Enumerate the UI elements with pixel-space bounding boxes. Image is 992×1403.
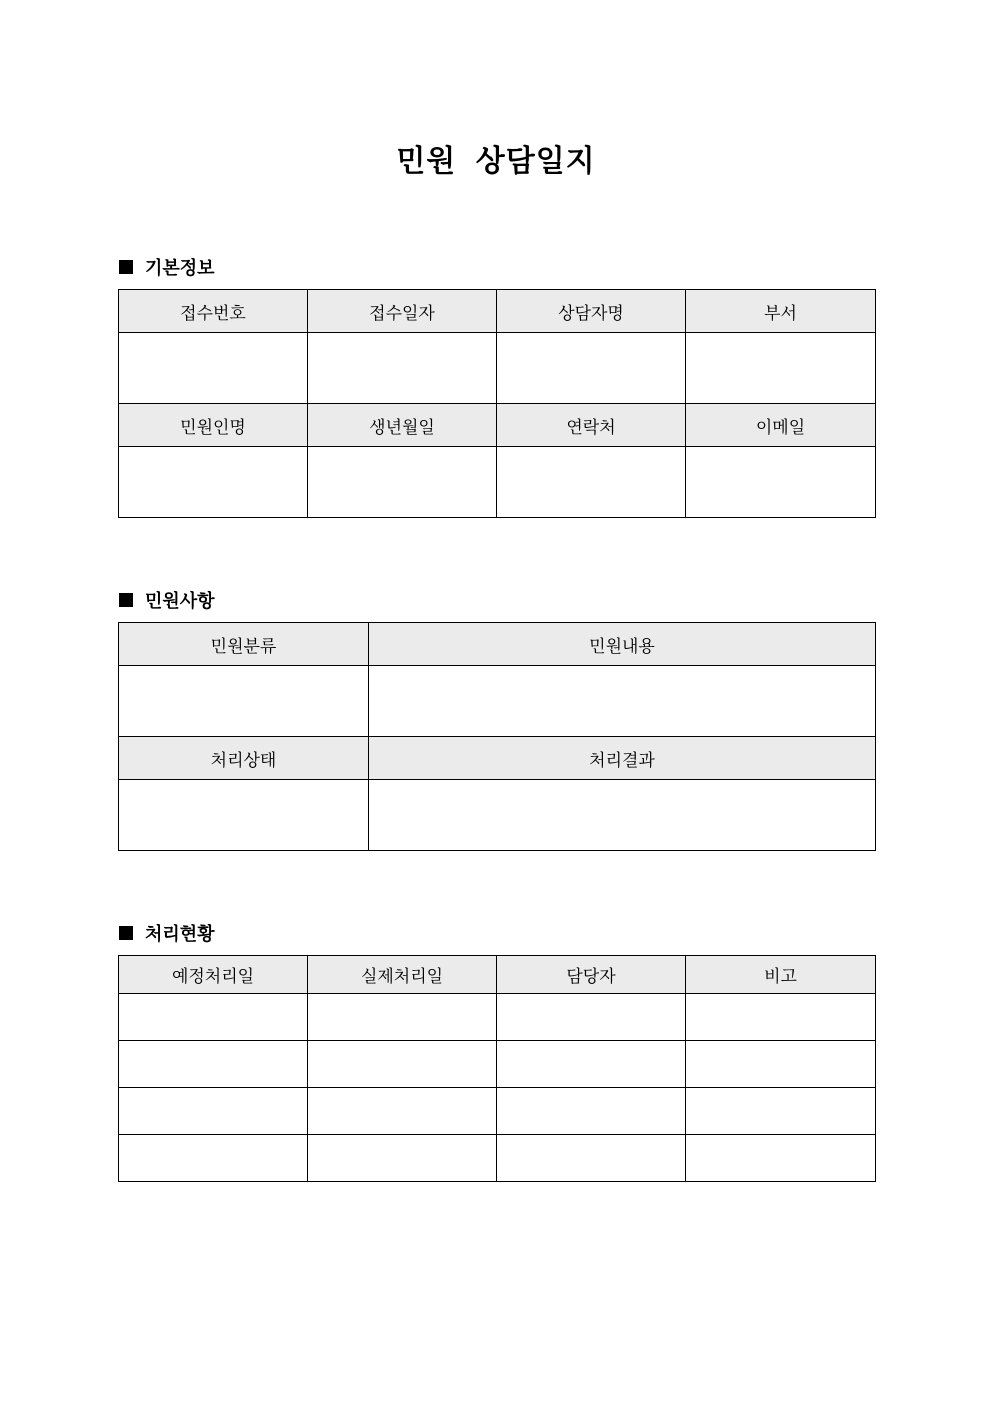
header-cell-assignee: 담당자: [497, 956, 686, 994]
input-cell-birth-date[interactable]: [308, 447, 497, 518]
table-header-row: [119, 290, 876, 333]
header-cell-receipt-number: 접수번호: [119, 290, 308, 333]
table-row: [119, 994, 876, 1041]
header-cell-complaint-content: 민원내용: [369, 623, 876, 666]
input-cell[interactable]: [497, 1088, 686, 1135]
header-cell-email: 이메일: [686, 404, 876, 447]
input-cell-email[interactable]: [686, 447, 876, 518]
input-cell[interactable]: [119, 1088, 308, 1135]
input-cell[interactable]: [686, 1041, 876, 1088]
page-title: 민원 상담일지: [396, 144, 596, 179]
table-row: [119, 1088, 876, 1135]
input-cell-complaint-content[interactable]: [369, 666, 876, 737]
table-row: [119, 666, 876, 737]
header-cell-counselor-name: 상담자명: [497, 290, 686, 333]
header-cell-birth-date: 생년월일: [308, 404, 497, 447]
input-cell-processing-status[interactable]: [119, 780, 369, 851]
header-cell-remarks: 비고: [686, 956, 876, 994]
input-cell[interactable]: [308, 1135, 497, 1182]
input-cell[interactable]: [308, 1088, 497, 1135]
input-cell[interactable]: [119, 1041, 308, 1088]
header-cell-complainant-name: 민원인명: [119, 404, 308, 447]
header-cell-processing-status: 처리상태: [119, 737, 369, 780]
section-heading-processing: [119, 920, 215, 946]
input-cell-processing-result[interactable]: [369, 780, 876, 851]
header-cell-contact: 연락처: [497, 404, 686, 447]
header-cell-processing-result: 처리결과: [369, 737, 876, 780]
table-row: [119, 1135, 876, 1182]
header-cell-complaint-category: 민원분류: [119, 623, 369, 666]
table-row: [119, 333, 876, 404]
input-cell-complainant-name[interactable]: [119, 447, 308, 518]
input-cell-receipt-number[interactable]: [119, 333, 308, 404]
table-header-row: [119, 623, 876, 666]
section-heading-complaint: [119, 587, 215, 613]
table-header-row: [119, 737, 876, 780]
input-cell[interactable]: [497, 1135, 686, 1182]
table-header-row: [119, 956, 876, 994]
input-cell-complaint-category[interactable]: [119, 666, 369, 737]
input-cell[interactable]: [119, 1135, 308, 1182]
table-row: [119, 780, 876, 851]
square-bullet-icon: [119, 260, 133, 274]
basic-info-table: [118, 289, 876, 518]
input-cell[interactable]: [686, 1088, 876, 1135]
section-heading-basic-info: [119, 254, 215, 280]
table-row: [119, 447, 876, 518]
square-bullet-icon: [119, 593, 133, 607]
square-bullet-icon: [119, 926, 133, 940]
header-cell-receipt-date: 접수일자: [308, 290, 497, 333]
header-cell-department: 부서: [686, 290, 876, 333]
input-cell-contact[interactable]: [497, 447, 686, 518]
table-row: [119, 1041, 876, 1088]
input-cell-counselor-name[interactable]: [497, 333, 686, 404]
section-heading-label: 처리현황: [145, 924, 215, 945]
input-cell[interactable]: [308, 994, 497, 1041]
header-cell-scheduled-date: 예정처리일: [119, 956, 308, 994]
table-header-row: [119, 404, 876, 447]
input-cell[interactable]: [497, 1041, 686, 1088]
input-cell-receipt-date[interactable]: [308, 333, 497, 404]
processing-status-table: [118, 955, 876, 1182]
section-heading-label: 민원사항: [145, 591, 215, 612]
input-cell[interactable]: [497, 994, 686, 1041]
input-cell[interactable]: [686, 994, 876, 1041]
section-heading-label: 기본정보: [145, 258, 215, 279]
complaint-table: [118, 622, 876, 851]
input-cell[interactable]: [119, 994, 308, 1041]
input-cell[interactable]: [686, 1135, 876, 1182]
header-cell-actual-date: 실제처리일: [308, 956, 497, 994]
input-cell-department[interactable]: [686, 333, 876, 404]
input-cell[interactable]: [308, 1041, 497, 1088]
